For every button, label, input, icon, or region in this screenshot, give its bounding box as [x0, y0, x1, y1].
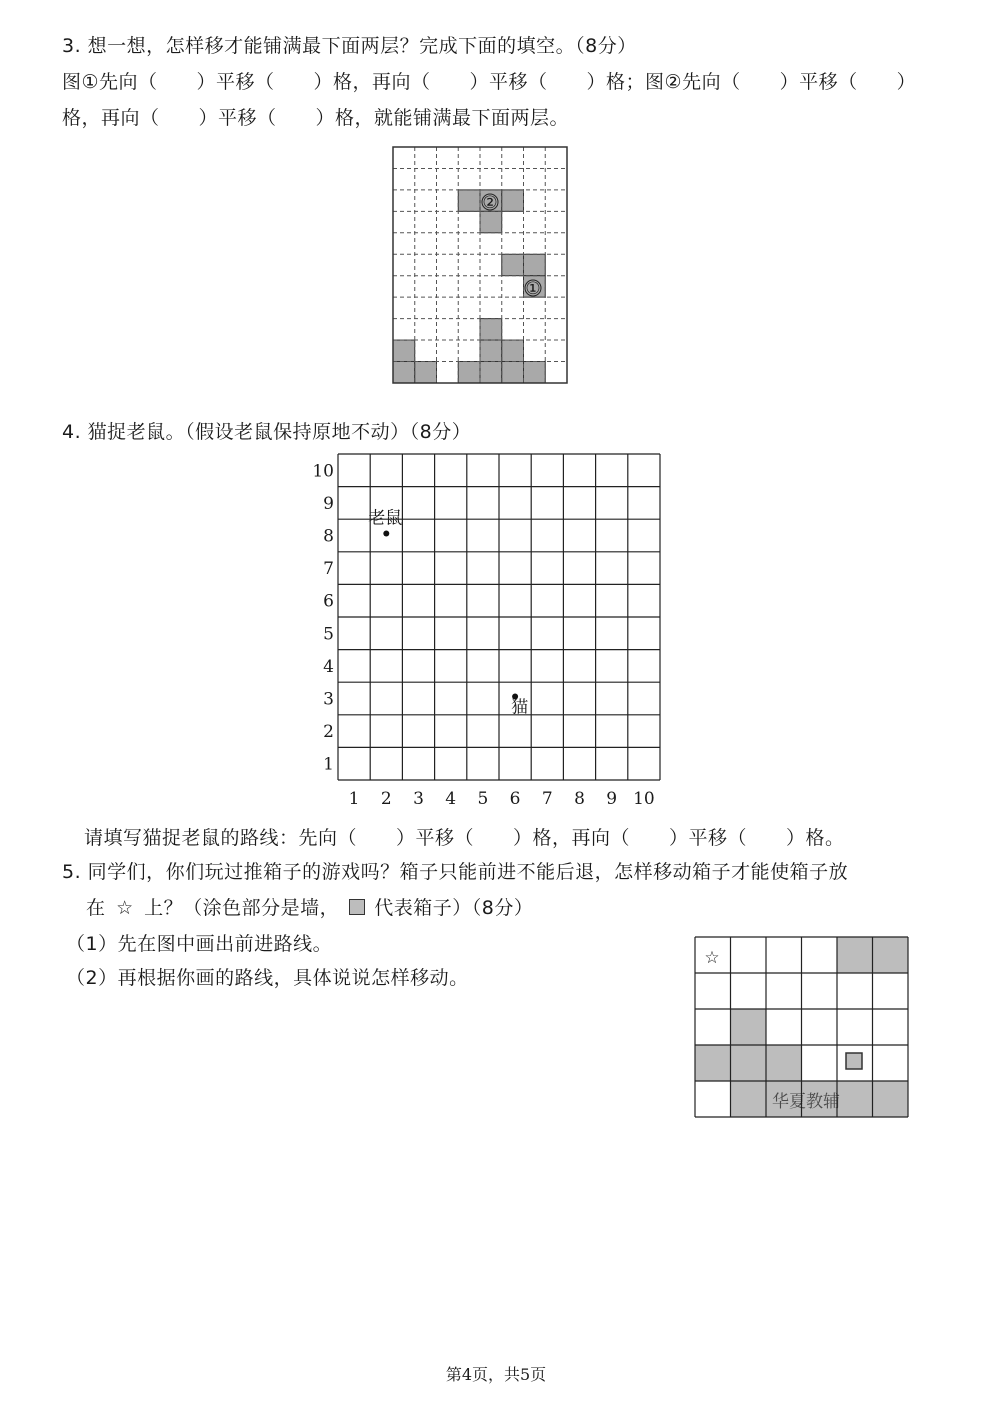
q3-shaded-cell [480, 211, 502, 232]
q3-shaded-cell [524, 254, 546, 275]
q5-wall-cell [695, 1045, 731, 1081]
q5-title: 5. 同学们，你们玩过推箱子的游戏吗？箱子只能前进不能后退，怎样移动箱子才能使箱子放 [62, 861, 849, 883]
q3-shaded-cells [393, 190, 545, 383]
q5-wall-cell [731, 1009, 767, 1045]
q5-wall-cell [873, 937, 909, 973]
q4-x-tick: 8 [574, 789, 585, 809]
q3-shaded-cell [502, 340, 524, 361]
q3-shaded-cell [524, 362, 546, 383]
q3-fill-line-1: 图①先向（ ）平移（ ）格，再向（ ）平移（ ）格；图②先向（ ）平移（ ） [62, 71, 917, 93]
q3-shaded-cell [480, 362, 502, 383]
mouse-label: 老鼠 [368, 508, 403, 529]
q3-shaded-cell [415, 362, 437, 383]
q3-shaded-cell [458, 190, 480, 211]
q4-x-tick: 3 [413, 789, 424, 809]
box-icon [846, 1053, 862, 1069]
q4-grid-lines [338, 454, 660, 780]
page-footer: 第4页，共5页 [445, 1365, 547, 1384]
q4-x-tick: 6 [509, 789, 521, 809]
q5-push-box-grid [694, 936, 910, 1118]
q5-wall-cell [837, 1081, 873, 1117]
q5-title-line-2 [86, 896, 533, 920]
q5-sub-2: （2）再根据你画的路线，具体说说怎样移动。 [66, 967, 469, 989]
q5-wall-cell [731, 1081, 767, 1117]
q4-y-tick: 5 [323, 624, 334, 645]
q3-shaded-cell [393, 340, 415, 361]
q4-y-tick: 7 [323, 559, 334, 580]
q4-x-axis-labels [349, 789, 655, 809]
shape-1-marker: ① [525, 279, 541, 299]
q4-y-tick: 2 [323, 722, 334, 743]
q4-y-tick: 3 [323, 689, 334, 710]
q4-x-tick: 4 [445, 789, 457, 809]
star-target-icon: ☆ [704, 948, 720, 968]
q4-x-tick: 9 [606, 789, 618, 809]
q5-sub-1: （1）先在图中画出前进路线。 [66, 933, 333, 955]
q4-y-tick: 10 [312, 461, 334, 482]
box-inline-icon [349, 899, 365, 915]
q5-wall-cell [873, 1081, 909, 1117]
q3-fill-line-2: 格，再向（ ）平移（ ）格，就能铺满最下面两层。 [62, 107, 570, 129]
q5-title-part-c: 代表箱子）（8分） [374, 897, 534, 919]
q4-x-tick: 1 [348, 789, 360, 809]
shape-2-marker: ② [482, 193, 498, 213]
star-inline-icon: ☆ [116, 897, 134, 919]
q4-y-tick: 1 [323, 754, 334, 775]
q5-wall-cell [766, 1045, 802, 1081]
q3-shaded-cell [393, 362, 415, 383]
q3-shaded-cell [502, 362, 524, 383]
watermark: 华夏教辅 [772, 1092, 840, 1112]
q3-shaded-cell [502, 254, 524, 275]
q3-title: 3. 想一想，怎样移才能铺满最下面两层？完成下面的填空。（8分） [62, 35, 637, 57]
q4-y-tick: 9 [323, 493, 334, 514]
q4-coordinate-grid [300, 450, 670, 818]
q3-shaded-cell [458, 362, 480, 383]
q4-x-tick: 7 [541, 789, 553, 809]
cat-label: 猫 [511, 697, 529, 718]
q4-x-tick: 2 [380, 789, 392, 809]
q4-y-axis-labels [312, 461, 334, 774]
q4-y-tick: 6 [323, 591, 334, 612]
mouse-point [383, 531, 389, 537]
q5-title-part-b: 上？（涂色部分是墙， [144, 897, 340, 919]
q4-x-tick: 5 [477, 789, 489, 809]
q4-y-tick: 4 [323, 656, 334, 677]
q4-y-tick: 8 [323, 526, 334, 547]
q4-fill-line: 请填写猫捉老鼠的路线：先向（ ）平移（ ）格，再向（ ）平移（ ）格。 [84, 827, 845, 849]
q4-title: 4. 猫捉老鼠。（假设老鼠保持原地不动）（8分） [62, 421, 472, 443]
q5-title-part-a: 在 [86, 897, 106, 919]
q5-wall-cell [731, 1045, 767, 1081]
q3-grid [392, 146, 570, 386]
q3-shaded-cell [502, 190, 524, 211]
q4-x-tick: 10 [633, 789, 655, 809]
q3-shaded-cell [480, 340, 502, 361]
q5-wall-cell [837, 937, 873, 973]
q3-shaded-cell [480, 319, 502, 340]
